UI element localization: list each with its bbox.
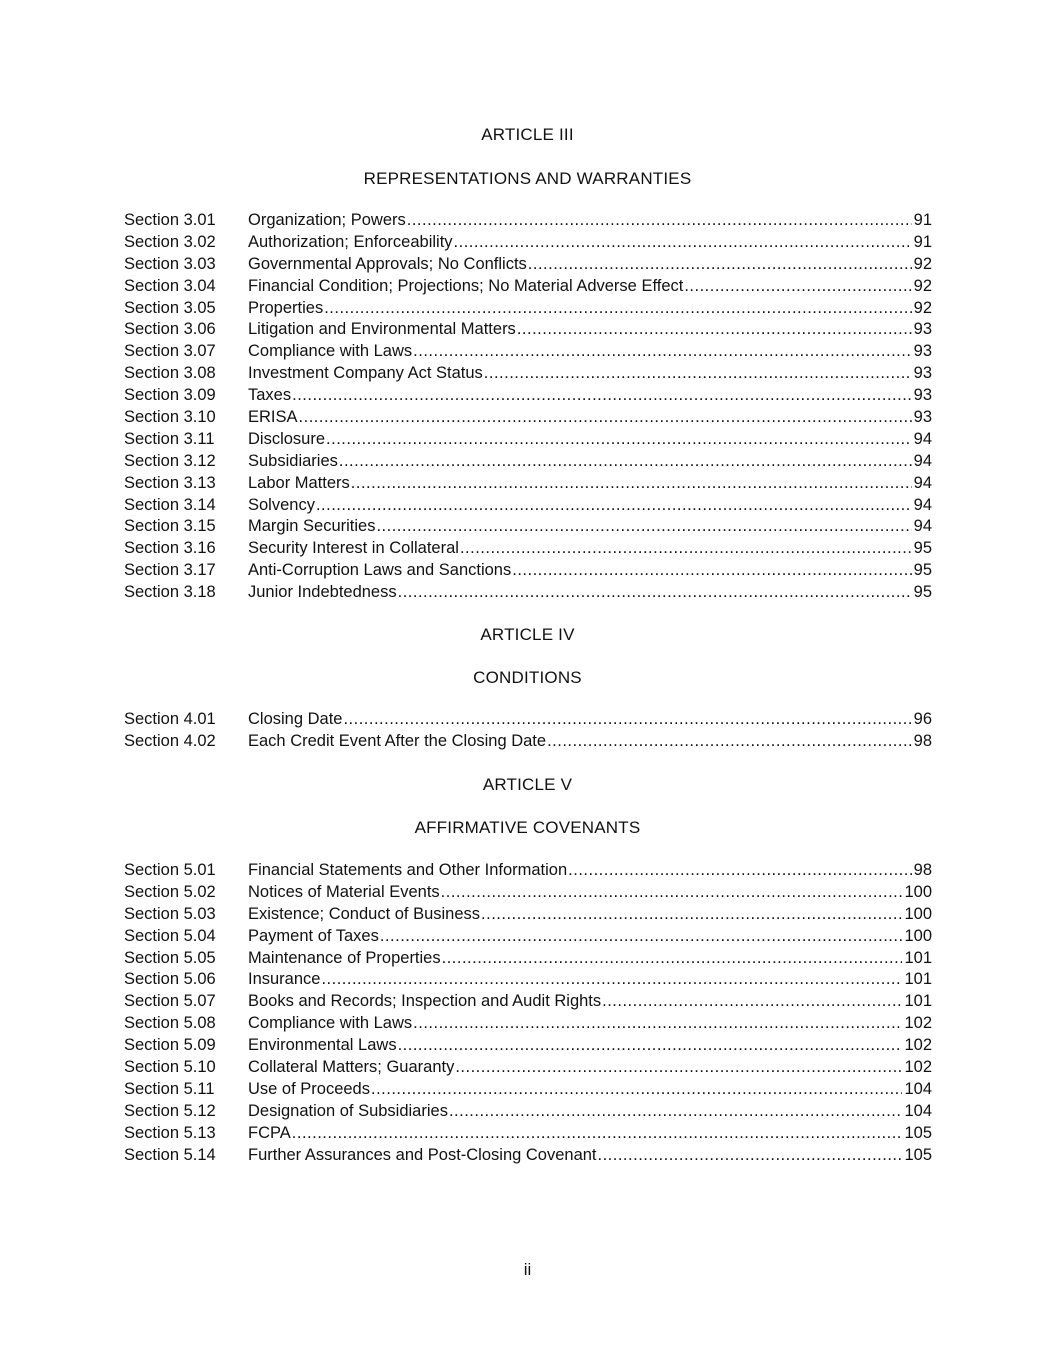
toc-entry [124, 1145, 932, 1167]
toc-page-number: 94 [913, 473, 932, 492]
toc-page-number: 94 [913, 495, 932, 514]
toc-section-number: Section 5.14 [124, 1145, 216, 1164]
toc-page-number: 98 [913, 731, 932, 750]
toc-dot-leader [602, 991, 902, 1013]
toc-entry [124, 495, 932, 517]
toc-page-number: 104 [904, 1101, 932, 1120]
toc-entry [124, 560, 932, 582]
toc-entry [124, 385, 932, 407]
article-5-title: ARTICLE V [482, 775, 573, 794]
toc-section-number: Section 3.16 [124, 539, 216, 558]
toc-entry [124, 429, 932, 451]
toc-entry [124, 969, 932, 991]
toc-page-number: 93 [913, 342, 932, 361]
toc-dot-leader [292, 385, 912, 407]
toc-section-title: Labor Matters [248, 473, 350, 492]
toc-page-number: 105 [904, 1123, 932, 1142]
toc-section-title: Litigation and Environmental Matters [248, 320, 516, 339]
toc-entry [124, 363, 932, 385]
footer-page-number: ii [523, 1260, 532, 1279]
toc-section-title: Junior Indebtedness [248, 583, 397, 602]
toc-page-number: 91 [913, 232, 932, 251]
toc-section-title: Existence; Conduct of Business [248, 904, 481, 923]
article-4-title: ARTICLE IV [480, 625, 575, 644]
toc-section-number: Section 5.08 [124, 1014, 216, 1033]
toc-dot-leader [316, 495, 912, 517]
toc-section-title: Organization; Powers [248, 211, 406, 229]
toc-dot-leader [398, 582, 912, 604]
article-3-subtitle: REPRESENTATIONS AND WARRANTIES [363, 169, 692, 188]
toc-section-number: Section 5.09 [124, 1036, 216, 1055]
toc-entry [124, 319, 932, 341]
toc-dot-leader [339, 451, 912, 473]
toc-page-number: 102 [904, 1036, 932, 1055]
toc-entry [124, 1057, 932, 1079]
toc-page-number: 92 [913, 276, 932, 295]
article-3-toc [124, 210, 932, 604]
toc-section-title: FCPA [248, 1123, 291, 1142]
toc-dot-leader [376, 516, 911, 538]
toc-section-number: Section 5.03 [124, 904, 216, 923]
toc-section-title: Governmental Approvals; No Conflicts [248, 254, 527, 273]
toc-section-title: Use of Proceeds [248, 1079, 370, 1098]
toc-entry [124, 1079, 932, 1101]
toc-section-number: Section 3.18 [124, 583, 216, 602]
toc-dot-leader [512, 560, 911, 582]
toc-entry [124, 298, 932, 320]
toc-dot-leader [413, 341, 911, 363]
toc-dot-leader [454, 232, 912, 254]
toc-entry [124, 1035, 932, 1057]
toc-dot-leader [442, 948, 903, 970]
toc-entry [124, 1101, 932, 1123]
toc-section-number: Section 5.07 [124, 992, 216, 1011]
toc-section-title: Each Credit Event After the Closing Date [248, 731, 547, 750]
toc-section-number: Section 3.09 [124, 386, 216, 405]
toc-section-title: ERISA [248, 408, 298, 427]
toc-dot-leader [441, 882, 903, 904]
toc-section-number: Section 3.15 [124, 517, 216, 536]
toc-entry [124, 582, 932, 604]
toc-section-title: Books and Records; Inspection and Audit Rights [248, 992, 602, 1011]
toc-page-number: 92 [913, 298, 932, 317]
toc-page-number: 101 [904, 948, 932, 967]
toc-section-number: Section 3.08 [124, 364, 216, 383]
toc-dot-leader [460, 538, 912, 560]
toc-dot-leader [413, 1013, 902, 1035]
toc-dot-leader [598, 1145, 903, 1167]
toc-page-number: 92 [913, 254, 932, 273]
toc-section-number: Section 3.06 [124, 320, 216, 339]
toc-section-title: Taxes [248, 386, 292, 405]
toc-dot-leader [371, 1079, 902, 1101]
article-4-toc [124, 709, 932, 753]
toc-section-number: Section 3.03 [124, 254, 216, 273]
toc-entry [124, 904, 932, 926]
toc-entry [124, 341, 932, 363]
toc-dot-leader [343, 709, 911, 731]
toc-section-number: Section 5.10 [124, 1058, 216, 1077]
toc-dot-leader [380, 926, 903, 948]
toc-dot-leader [326, 429, 912, 451]
toc-section-number: Section 3.02 [124, 232, 216, 251]
toc-section-title: Collateral Matters; Guaranty [248, 1058, 455, 1077]
toc-page-number: 102 [904, 1058, 932, 1077]
toc-dot-leader [398, 1035, 903, 1057]
toc-entry [124, 731, 932, 753]
toc-entry [124, 538, 932, 560]
toc-dot-leader [299, 407, 912, 429]
toc-section-number: Section 5.11 [124, 1079, 215, 1098]
toc-dot-leader [321, 969, 902, 991]
toc-section-number: Section 3.13 [124, 473, 216, 492]
toc-entry [124, 926, 932, 948]
toc-page-number: 100 [904, 904, 932, 923]
toc-section-title: Authorization; Enforceability [248, 232, 453, 251]
toc-section-title: Compliance with Laws [248, 1014, 413, 1033]
toc-page-number: 95 [913, 583, 932, 602]
toc-page-number: 101 [904, 992, 932, 1011]
toc-page-number: 96 [913, 710, 932, 728]
toc-section-number: Section 5.02 [124, 882, 216, 901]
toc-page-number: 93 [913, 386, 932, 405]
toc-page-number: 102 [904, 1014, 932, 1033]
toc-section-number: Section 5.05 [124, 948, 216, 967]
toc-entry [124, 882, 932, 904]
toc-section-title: Environmental Laws [248, 1036, 397, 1055]
toc-section-title: Payment of Taxes [248, 926, 379, 945]
toc-section-number: Section 3.01 [124, 211, 216, 229]
toc-dot-leader [517, 319, 912, 341]
toc-section-title: Security Interest in Collateral [248, 539, 459, 558]
toc-entry [124, 210, 932, 232]
toc-entry [124, 451, 932, 473]
toc-dot-leader [484, 363, 912, 385]
toc-dot-leader [684, 276, 911, 298]
toc-section-number: Section 5.13 [124, 1123, 216, 1142]
toc-entry [124, 276, 932, 298]
article-4-subtitle: CONDITIONS [473, 668, 582, 687]
toc-section-title: Investment Company Act Status [248, 364, 483, 383]
toc-section-number: Section 4.02 [124, 731, 216, 750]
toc-section-title: Margin Securities [248, 517, 376, 536]
toc-section-number: Section 5.12 [124, 1101, 216, 1120]
toc-page-number: 91 [913, 211, 932, 229]
toc-dot-leader [481, 904, 902, 926]
toc-entry [124, 948, 932, 970]
article-3-title: ARTICLE III [481, 125, 574, 144]
toc-entry [124, 516, 932, 538]
toc-section-number: Section 3.14 [124, 495, 216, 514]
article-5-toc [124, 860, 932, 1166]
toc-page-number: 100 [904, 882, 932, 901]
toc-section-title: Financial Statements and Other Information [248, 861, 568, 879]
toc-entry [124, 254, 932, 276]
toc-section-title: Further Assurances and Post-Closing Covenant [248, 1145, 597, 1164]
toc-dot-leader [351, 473, 912, 495]
toc-page-number: 95 [913, 561, 932, 580]
toc-page-number: 94 [913, 517, 932, 536]
toc-section-title: Disclosure [248, 429, 326, 448]
toc-page-number: 101 [904, 970, 932, 989]
toc-dot-leader [455, 1057, 902, 1079]
toc-section-title: Anti-Corruption Laws and Sanctions [248, 561, 512, 580]
toc-section-number: Section 3.04 [124, 276, 216, 295]
toc-section-title: Properties [248, 298, 324, 317]
toc-entry [124, 1123, 932, 1145]
toc-section-number: Section 3.11 [124, 429, 215, 448]
toc-section-number: Section 3.10 [124, 408, 216, 427]
toc-section-number: Section 3.12 [124, 451, 216, 470]
toc-entry [124, 860, 932, 882]
toc-page-number: 93 [913, 364, 932, 383]
toc-dot-leader [407, 210, 912, 232]
toc-dot-leader [568, 860, 911, 882]
toc-page-number: 93 [913, 320, 932, 339]
toc-entry [124, 473, 932, 495]
toc-dot-leader [449, 1101, 903, 1123]
toc-page-number: 100 [904, 926, 932, 945]
toc-page-number: 93 [913, 408, 932, 427]
toc-entry [124, 991, 932, 1013]
article-5-subtitle: AFFIRMATIVE COVENANTS [414, 818, 641, 837]
toc-section-title: Insurance [248, 970, 321, 989]
toc-section-title: Maintenance of Properties [248, 948, 441, 967]
toc-section-title: Compliance with Laws [248, 342, 413, 361]
toc-section-title: Subsidiaries [248, 451, 338, 470]
toc-page-number: 94 [913, 451, 932, 470]
toc-dot-leader [292, 1123, 903, 1145]
toc-page-number: 95 [913, 539, 932, 558]
toc-section-number: Section 5.04 [124, 926, 216, 945]
toc-section-title: Designation of Subsidiaries [248, 1101, 448, 1120]
toc-section-number: Section 5.01 [124, 861, 216, 879]
toc-section-title: Closing Date [248, 710, 343, 728]
toc-section-title: Financial Condition; Projections; No Material Adverse Effect [248, 276, 684, 295]
toc-dot-leader [324, 298, 911, 320]
toc-section-title: Solvency [248, 495, 315, 514]
toc-section-number: Section 3.05 [124, 298, 216, 317]
toc-page-number: 105 [904, 1145, 932, 1164]
toc-section-number: Section 3.17 [124, 561, 216, 580]
toc-section-number: Section 4.01 [124, 710, 216, 728]
toc-section-title: Notices of Material Events [248, 882, 440, 901]
toc-entry [124, 232, 932, 254]
toc-entry [124, 407, 932, 429]
toc-dot-leader [528, 254, 912, 276]
toc-page-number: 94 [913, 429, 932, 448]
toc-entry [124, 709, 932, 731]
toc-page-number: 98 [913, 861, 932, 879]
toc-page-number: 104 [904, 1079, 932, 1098]
toc-section-number: Section 5.06 [124, 970, 216, 989]
toc-section-number: Section 3.07 [124, 342, 216, 361]
toc-dot-leader [547, 731, 912, 753]
toc-entry [124, 1013, 932, 1035]
